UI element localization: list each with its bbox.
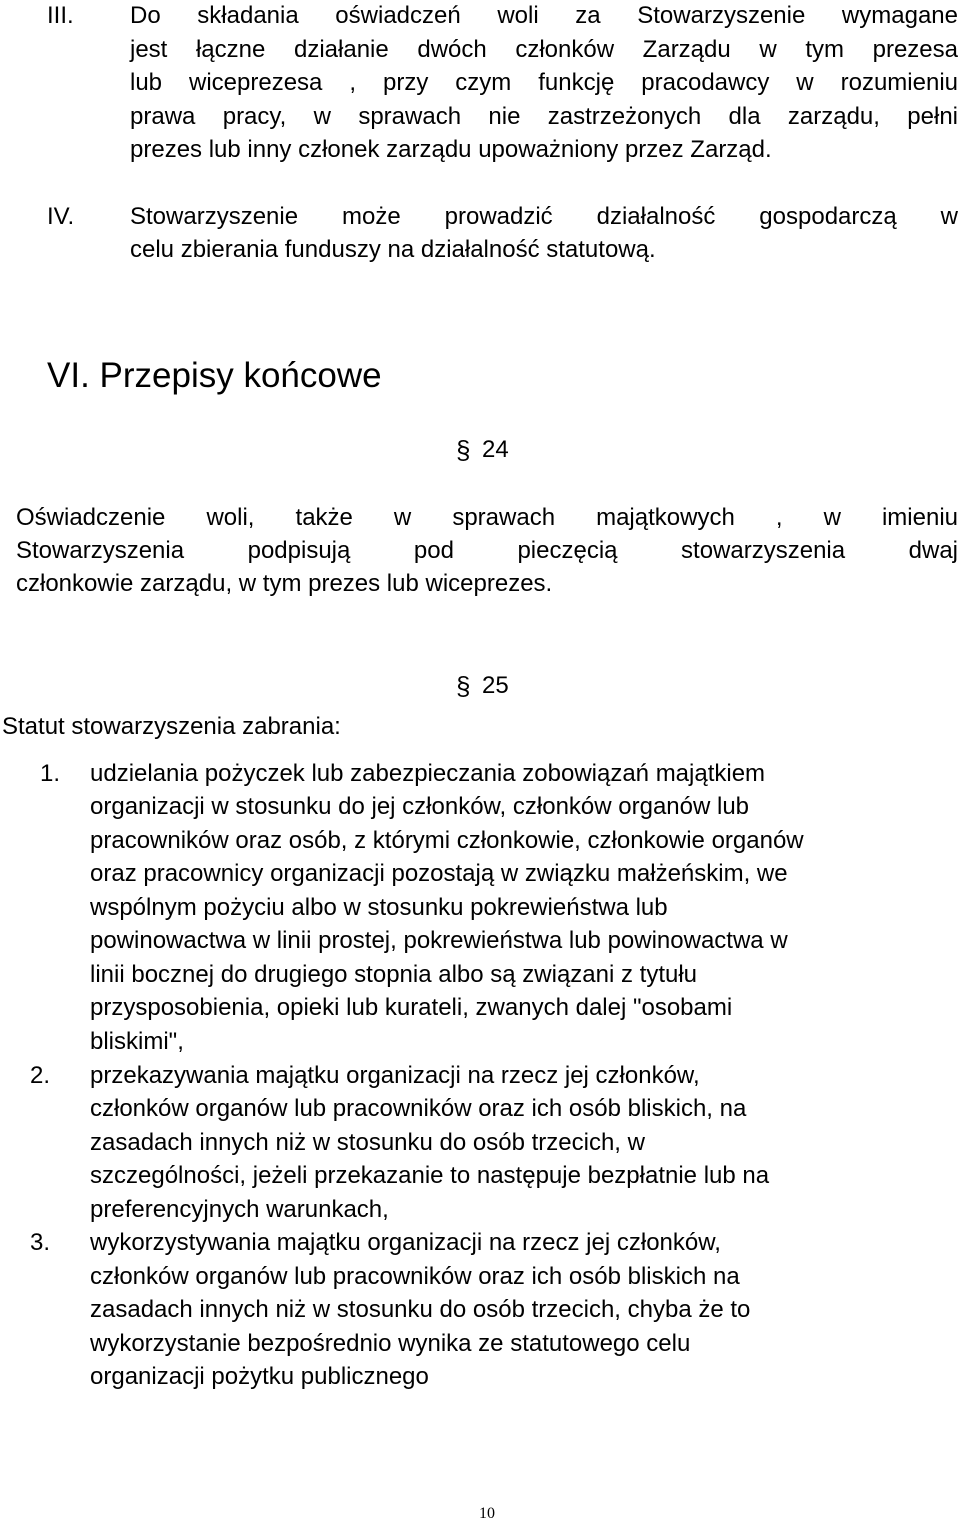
list-item-line: członków organów lub pracowników oraz ich osób bliskich na [90, 1263, 740, 1290]
list-item-line: wykorzystywania majątku organizacji na rzecz jej członków, [90, 1229, 721, 1256]
section-heading: VI. Przepisy końcowe [47, 356, 382, 395]
text-line: Statut stowarzyszenia zabrania: [2, 713, 341, 740]
list-item-line: organizacji w stosunku do jej członków, członków organów lub [90, 793, 750, 820]
list-item-line: organizacji pożytku publicznego [90, 1363, 429, 1390]
list-item-line: linii bocznej do drugiego stopnia albo są związani z tytułu [90, 961, 698, 988]
text-line: prawa pracy, w sprawach nie zastrzeżonych dla zarządu, pełni [130, 103, 958, 130]
list-number: 1. [40, 760, 61, 787]
list-item-line: członków organów lub pracowników oraz ich osób bliskich, na [90, 1095, 747, 1122]
list-item-line: zasadach innych niż w stosunku do osób trzecich, w [90, 1129, 645, 1156]
paragraph-symbol: § [456, 435, 471, 465]
list-item-line: preferencyjnych warunkach, [90, 1196, 389, 1223]
section-number: IV. [47, 203, 75, 230]
text-line: Do składania oświadczeń woli za Stowarzyszenie wymagane [130, 2, 958, 29]
paragraph-number: 24 [482, 436, 509, 463]
text-line: Oświadczenie woli, także w sprawach majątkowych , w imieniu [16, 504, 958, 531]
list-item-line: przekazywania majątku organizacji na rzecz jej członków, [90, 1062, 700, 1089]
text-line: celu zbierania funduszy na działalność statutową. [130, 236, 656, 263]
list-item-line: wykorzystanie bezpośrednio wynika ze statutowego celu [90, 1330, 691, 1357]
text-line: lub wiceprezesa , przy czym funkcję pracodawcy w rozumieniu [130, 69, 958, 96]
section-number: III. [47, 2, 74, 29]
list-item-line: pracowników oraz osób, z którymi członkowie, członkowie organów [90, 827, 804, 854]
list-item-line: szczególności, jeżeli przekazanie to następuje bezpłatnie lub na [90, 1162, 770, 1189]
text-line: członkowie zarządu, w tym prezes lub wiceprezes. [16, 570, 553, 597]
list-item-line: powinowactwa w linii prostej, pokrewieństwa lub powinowactwa w [90, 927, 788, 954]
text-line: jest łączne działanie dwóch członków Zarządu w tym prezesa [130, 36, 958, 63]
paragraph-number: 25 [482, 672, 509, 699]
list-item-line: wspólnym pożyciu albo w stosunku pokrewieństwa lub [90, 894, 668, 921]
list-item-line: oraz pracownicy organizacji pozostają w związku małżeńskim, we [90, 860, 788, 887]
list-item-line: bliskimi", [90, 1028, 184, 1055]
paragraph-symbol: § [456, 671, 471, 701]
page-number: 10 [479, 1505, 495, 1522]
text-line: Stowarzyszenia podpisują pod pieczęcią stowarzyszenia dwaj [16, 537, 958, 564]
list-number: 3. [30, 1229, 51, 1256]
text-line: prezes lub inny członek zarządu upoważniony przez Zarząd. [130, 136, 772, 163]
text-line: Stowarzyszenie może prowadzić działalność gospodarczą w [130, 203, 958, 230]
list-item-line: zasadach innych niż w stosunku do osób trzecich, chyba że to [90, 1296, 751, 1323]
list-number: 2. [30, 1062, 51, 1089]
list-item-line: udzielania pożyczek lub zabezpieczania zobowiązań majątkiem [90, 760, 766, 787]
list-item-line: przysposobienia, opieki lub kurateli, zwanych dalej "osobami [90, 994, 733, 1021]
